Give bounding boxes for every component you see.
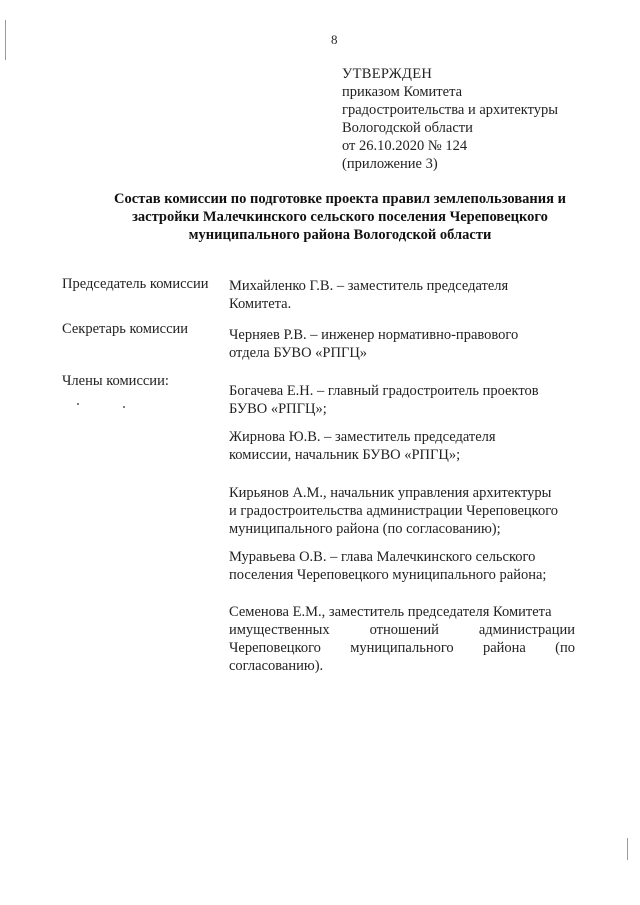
scan-edge-mark: [5, 20, 6, 60]
scan-edge-mark: [627, 838, 628, 860]
member-line: Муравьева О.В. – глава Малечкинского сельского: [229, 549, 536, 565]
member-justified-line: [229, 639, 575, 657]
page-number: 8: [331, 32, 338, 47]
scan-speck: [77, 403, 79, 405]
member-line: поселения Череповецкого муниципального района;: [229, 567, 547, 583]
chairman-line: Михайленко Г.В. – заместитель председателя: [229, 278, 509, 294]
member-line: Кирьянов А.М., начальник управления архитектуры: [229, 485, 552, 501]
title-line: Состав комиссии по подготовке проекта правил землепользования и: [114, 191, 566, 207]
secretary-line: Черняев Р.В. – инженер нормативно-правового: [229, 327, 519, 343]
word: (по: [555, 640, 575, 656]
member-entry: [229, 484, 558, 538]
approved-heading: УТВЕРЖДЕН: [342, 66, 433, 82]
member-line: комиссии, начальник БУВО «РПГЦ»;: [229, 447, 461, 463]
document-title: [90, 190, 590, 244]
chairman-entry: [229, 277, 508, 313]
member-line: Богачева Е.Н. – главный градостроитель проектов: [229, 383, 539, 399]
approval-line: приказом Комитета: [342, 84, 463, 100]
approval-date-line: от 26.10.2020 № 124: [342, 138, 468, 154]
member-entry: [229, 603, 575, 675]
approval-appendix-line: (приложение 3): [342, 156, 438, 172]
secretary-line: отдела БУВО «РПГЦ»: [229, 345, 368, 361]
member-line: Семенова Е.М., заместитель председателя Комитета: [229, 604, 552, 620]
approval-line: градостроительства и архитектуры: [342, 102, 559, 118]
member-entry: [229, 428, 496, 464]
member-line: Жирнова Ю.В. – заместитель председателя: [229, 429, 496, 445]
chairman-line: Комитета.: [229, 296, 292, 312]
word: имущественных: [229, 622, 330, 638]
chairman-label: Председатель комиссии: [62, 276, 209, 292]
member-line: и градостроительства администрации Череповецкого: [229, 503, 559, 519]
member-justified-line: [229, 621, 575, 639]
member-entry: [229, 382, 539, 418]
approval-stamp-block: [342, 65, 558, 173]
member-line: согласованию).: [229, 658, 324, 674]
scan-speck: [123, 406, 125, 408]
approval-line: Вологодской области: [342, 120, 473, 136]
secretary-entry: [229, 326, 518, 362]
member-line: БУВО «РПГЦ»;: [229, 401, 327, 417]
title-line: муниципального района Вологодской области: [188, 227, 492, 243]
members-label: Члены комиссии:: [62, 373, 169, 389]
word: муниципального: [350, 640, 454, 656]
member-entry: [229, 548, 546, 584]
member-line: муниципального района (по согласованию);: [229, 521, 501, 537]
secretary-label: Секретарь комиссии: [62, 321, 189, 337]
word: отношений: [369, 622, 439, 638]
word: администрации: [478, 622, 575, 638]
word: района: [482, 640, 526, 656]
word: Череповецкого: [229, 640, 321, 656]
title-line: застройки Малечкинского сельского поселения Череповецкого: [132, 209, 548, 225]
